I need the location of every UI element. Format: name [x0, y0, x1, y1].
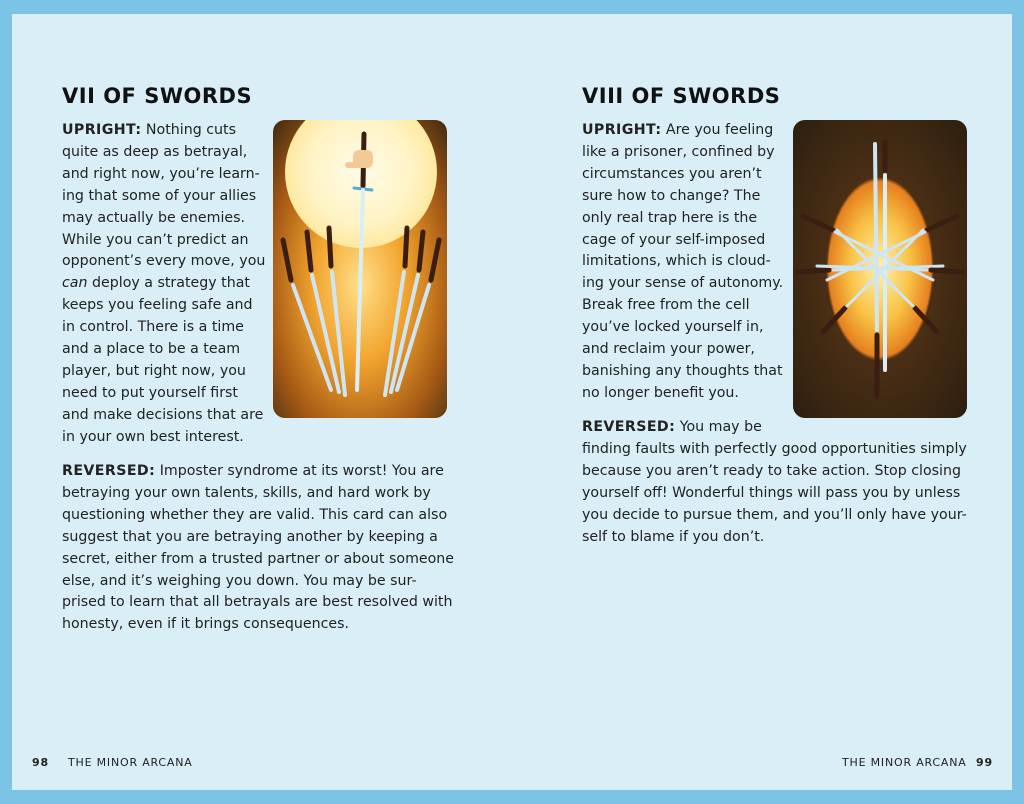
page-title: VII OF SWORDS	[62, 84, 253, 108]
seven-of-swords-card-illustration	[273, 120, 447, 418]
book-spread	[12, 14, 1012, 790]
text-line: keeps you feeling safe and	[62, 297, 253, 314]
text-line: honesty, even if it brings consequences.	[62, 616, 349, 633]
text-line: Imposter syndrome at its worst! You are	[155, 463, 444, 479]
eight-of-swords-card-illustration	[793, 120, 967, 418]
reversed-paragraph	[582, 417, 972, 548]
text-line: because you aren’t ready to take action. Stop closing	[582, 462, 961, 479]
text-line: may actually be enemies.	[62, 209, 246, 226]
text-line: self to blame if you don’t.	[582, 528, 765, 545]
text-line: circumstances you aren’t	[582, 165, 762, 182]
text-line: deploy a strategy that	[87, 275, 250, 292]
reversed-label: REVERSED:	[62, 463, 156, 479]
text-line: ing your sense of autonomy.	[582, 275, 784, 292]
text-line: banishing any thoughts that	[582, 362, 783, 379]
text-line: betraying your own talents, skills, and hard work by	[62, 484, 431, 501]
text-line: else, and it’s weighing you down. You may be sur-	[62, 572, 417, 589]
text-line: like a prisoner, confined by	[582, 143, 775, 160]
text-line: ing that some of your allies	[62, 187, 257, 204]
text-line: You may be	[675, 419, 762, 435]
text-line: you’ve locked yourself in,	[582, 319, 764, 336]
text-line: questioning whether they are valid. This card can also	[62, 506, 448, 523]
text-line: only real trap here is the	[582, 209, 758, 226]
text-line: player, but right now, you	[62, 362, 246, 379]
right-page	[512, 14, 1012, 790]
text-line: finding faults with perfectly good opportunities simply	[582, 440, 967, 457]
page-title: VIII OF SWORDS	[582, 84, 781, 108]
emphasis-word: can	[62, 275, 88, 292]
text-line: you decide to pursue them, and you’ll only have your-	[582, 506, 967, 523]
text-line: Are you feeling	[661, 122, 774, 138]
upright-paragraph	[62, 120, 266, 449]
text-line: and make decisions that are	[62, 406, 264, 423]
text-line: and a place to be a team	[62, 341, 241, 358]
upright-paragraph	[582, 120, 782, 405]
text-line: yourself off! Wonderful things will pass you by unless	[582, 484, 961, 501]
page-number: 99	[976, 756, 993, 769]
text-line: and right now, you’re learn-	[62, 165, 260, 182]
left-page	[12, 14, 512, 790]
text-line: prised to learn that all betrayals are best resolved with	[62, 594, 453, 611]
text-line: Nothing cuts	[141, 122, 236, 138]
text-line: suggest that you are betraying another by keeping a	[62, 528, 438, 545]
upright-label: UPRIGHT:	[582, 122, 662, 138]
text-line: opponent’s every move, you	[62, 253, 266, 270]
text-line: in control. There is a time	[62, 319, 244, 336]
text-line: limitations, which is cloud-	[582, 253, 771, 270]
text-line: While you can’t predict an	[62, 231, 249, 248]
running-head: THE MINOR ARCANA	[68, 756, 193, 769]
text-line: sure how to change? The	[582, 187, 761, 204]
text-line: and reclaim your power,	[582, 341, 755, 358]
reversed-paragraph	[62, 461, 455, 636]
text-line: secret, either from a trusted partner or about someone	[62, 550, 455, 567]
running-head: THE MINOR ARCANA	[842, 756, 967, 769]
text-line: cage of your self-imposed	[582, 231, 766, 248]
page-number: 98	[32, 756, 49, 769]
text-line: no longer benefit you.	[582, 384, 739, 401]
text-line: Break free from the cell	[582, 297, 750, 314]
text-line: quite as deep as betrayal,	[62, 143, 248, 160]
text-line: in your own best interest.	[62, 428, 244, 445]
reversed-label: REVERSED:	[582, 419, 676, 435]
upright-label: UPRIGHT:	[62, 122, 142, 138]
text-line: need to put yourself first	[62, 384, 238, 401]
